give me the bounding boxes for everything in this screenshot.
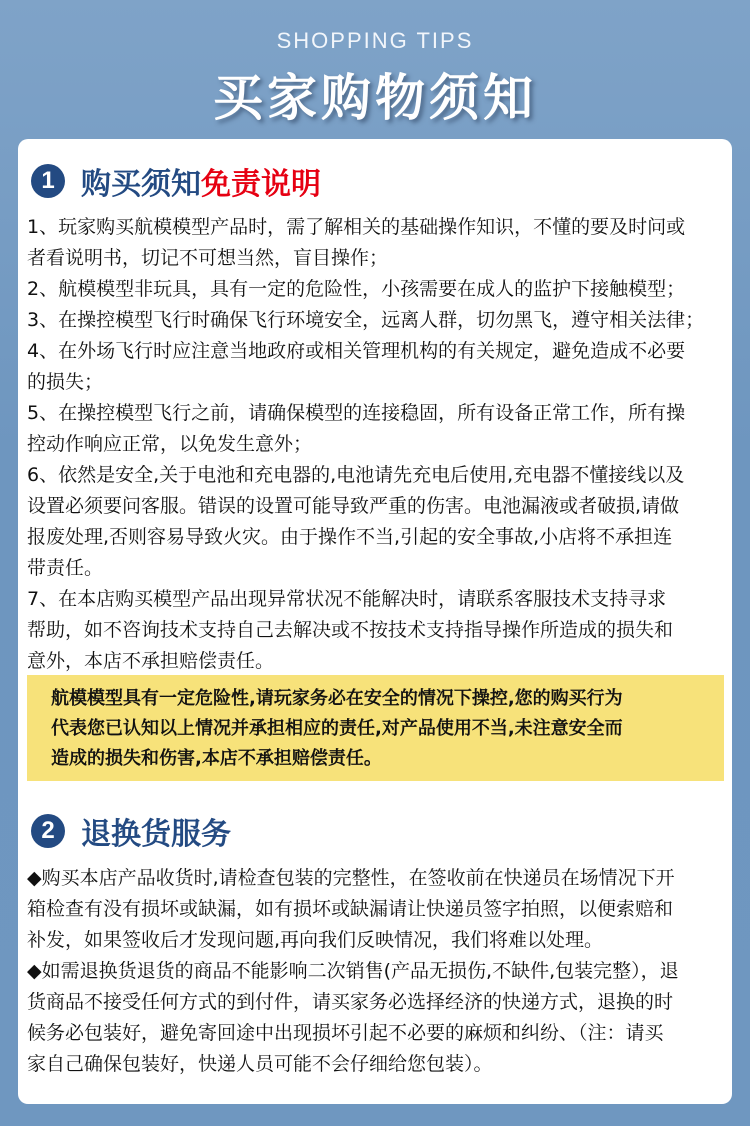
page-header (0, 0, 750, 138)
section2-line: 货商品不接受任何方式的到付件，请买家务必选择经济的快递方式，退换的时 (27, 991, 674, 1013)
section1-title-highlight: 免责说明 (201, 167, 321, 202)
section1-body (27, 212, 727, 677)
section1-line: 意外，本店不承担赔偿责任。 (27, 650, 275, 672)
section1-line: 的损失； (27, 371, 104, 393)
section1-line: 7、在本店购买模型产品出现异常状况不能解决时，请联系客服技术支持寻求 (27, 588, 667, 610)
section2-title: 退换货服务 (81, 817, 231, 852)
section1-number-badge: 1 (31, 164, 65, 198)
warning-line: 造成的损失和伤害,本店不承担赔偿责任。 (51, 748, 382, 769)
section1-line: 者看说明书，切记不可想当然，盲目操作； (27, 247, 389, 269)
section2-line: ◆购买本店产品收货时,请检查包装的完整性，在签收前在快递员在场情况下开 (27, 867, 675, 889)
section1-title-main: 购买须知 (81, 167, 201, 202)
section1-line: 5、在操控模型飞行之前，请确保模型的连接稳固，所有设备正常工作，所有操 (27, 402, 686, 424)
section2-line: 候务必包装好，避免寄回途中出现损坏引起不必要的麻烦和纠纷、（注：请买 (27, 1022, 664, 1044)
section1-line: 1、玩家购买航模模型产品时，需了解相关的基础操作知识，不懂的要及时问或 (27, 216, 686, 238)
section2-heading (31, 809, 231, 853)
section1-heading (31, 159, 321, 203)
section2-line: 箱检查有没有损坏或缺漏，如有损坏或缺漏请让快递员签字拍照，以便索赔和 (27, 898, 674, 920)
section1-title (81, 159, 321, 203)
section1-line: 帮助，如不咨询技术支持自己去解决或不按技术支持指导操作所造成的损失和 (27, 619, 674, 641)
section1-line: 带责任。 (27, 557, 104, 579)
header-subtitle: SHOPPING TIPS (276, 28, 474, 53)
section1-line: 控动作响应正常，以免发生意外； (27, 433, 313, 455)
section1-line: 设置必须要问客服。错误的设置可能导致严重的伤害。电池漏液或者破损,请做 (27, 495, 680, 517)
section2-body (27, 863, 727, 1080)
content-card (18, 139, 732, 1104)
section1-line: 3、在操控模型飞行时确保飞行环境安全，远离人群，切勿黑飞，遵守相关法律； (27, 309, 705, 331)
section2-number-badge: 2 (31, 814, 65, 848)
section1-line: 4、在外场飞行时应注意当地政府或相关管理机构的有关规定，避免造成不必要 (27, 340, 686, 362)
section2-line: 家自己确保包装好，快递人员可能不会仔细给您包装）。 (27, 1053, 493, 1075)
section2-line: 补发，如果签收后才发现问题,再向我们反映情况，我们将难以处理。 (27, 929, 604, 951)
warning-line: 代表您已认知以上情况并承担相应的责任,对产品使用不当,未注意安全而 (51, 718, 623, 739)
warning-box (27, 675, 724, 781)
warning-line: 航模模型具有一定危险性,请玩家务必在安全的情况下操控,您的购买行为 (51, 688, 623, 709)
section2-line: ◆如需退换货退货的商品不能影响二次销售(产品无损伤,不缺件,包装完整），退 (27, 960, 679, 982)
section1-line: 6、依然是安全,关于电池和充电器的,电池请先充电后使用,充电器不懂接线以及 (27, 464, 685, 486)
header-title: 买家购物须知 (213, 69, 537, 127)
section1-line: 报废处理,否则容易导致火灾。由于操作不当,引起的安全事故,小店将不承担连 (27, 526, 673, 548)
section1-line: 2、航模模型非玩具，具有一定的危险性，小孩需要在成人的监护下接触模型； (27, 278, 686, 300)
